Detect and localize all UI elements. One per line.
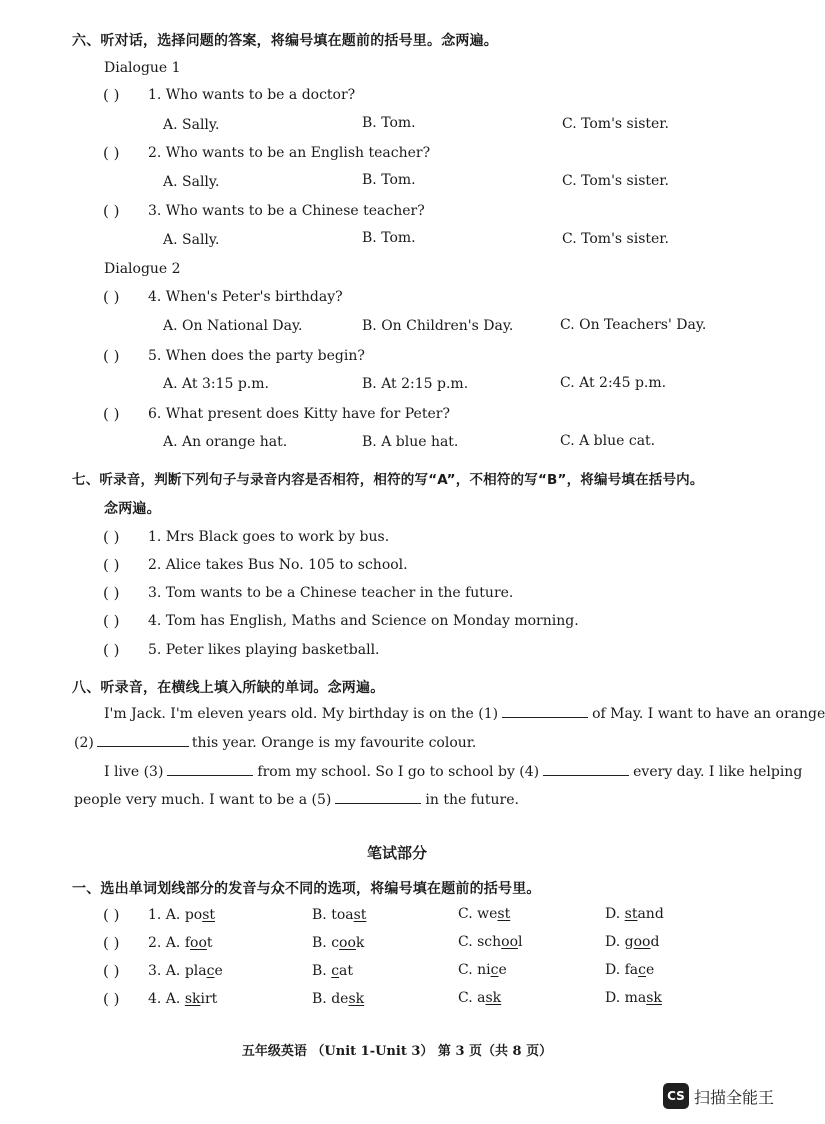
statement-text: 5. Peter likes playing basketball. — [148, 642, 380, 658]
option-a: A. An orange hat. — [163, 434, 288, 450]
answer-paren[interactable]: ( ) — [103, 641, 120, 659]
watermark-text: 扫描全能王 — [693, 1087, 774, 1107]
cloze-text: this year. Orange is my favourite colour. — [191, 735, 477, 751]
section7-heading-cont: 念两遍。 — [104, 501, 161, 517]
option-b: B. desk — [312, 991, 365, 1007]
option-c: C. Tom's sister. — [562, 116, 669, 132]
statement-text: 4. Tom has English, Maths and Science on Monday morning. — [148, 613, 579, 629]
cloze-text: of May. I want to have an orange — [592, 706, 825, 722]
written-part-title: 笔试部分 — [366, 844, 427, 862]
question-text: 4. When's Peter's birthday? — [148, 289, 343, 305]
blank-3[interactable] — [167, 763, 253, 776]
statement-text: 3. Tom wants to be a Chinese teacher in the future. — [148, 585, 514, 601]
option-a: 2. A. foot — [148, 935, 213, 951]
option-d: D. stand — [605, 906, 664, 922]
cloze-line-1 — [104, 705, 825, 722]
blank-4[interactable] — [543, 763, 629, 776]
question-text: 5. When does the party begin? — [148, 348, 365, 364]
cloze-text: people very much. I want to be a (5) — [74, 792, 332, 808]
option-c: C. A blue cat. — [560, 433, 656, 449]
option-c: C. Tom's sister. — [562, 173, 669, 189]
answer-paren[interactable]: ( ) — [103, 584, 120, 602]
option-c: C. At 2:45 p.m. — [560, 375, 667, 391]
answer-paren[interactable]: ( ) — [103, 86, 120, 104]
option-b: B. Tom. — [362, 115, 416, 131]
option-d: D. mask — [605, 990, 662, 1006]
option-d: D. face — [605, 962, 655, 978]
section8-heading: 八、听录音，在横线上填入所缺的单词。念两遍。 — [72, 680, 385, 696]
answer-paren[interactable]: ( ) — [103, 405, 120, 423]
camscanner-logo-icon: CS — [663, 1083, 689, 1109]
answer-paren[interactable]: ( ) — [103, 962, 120, 980]
option-c: C. On Teachers' Day. — [560, 317, 707, 333]
statement-text: 1. Mrs Black goes to work by bus. — [148, 529, 390, 545]
blank-1[interactable] — [502, 705, 588, 718]
option-a: A. Sally. — [163, 174, 220, 190]
option-a: 3. A. place — [148, 963, 223, 979]
option-b: B. cook — [312, 935, 365, 951]
cloze-line-2 — [74, 734, 476, 751]
answer-paren[interactable]: ( ) — [103, 202, 120, 220]
option-b: B. Tom. — [362, 172, 416, 188]
blank-5[interactable] — [335, 791, 421, 804]
option-d: D. good — [605, 934, 660, 950]
option-b: B. cat — [312, 963, 354, 979]
cloze-text: in the future. — [425, 792, 519, 808]
option-a: 4. A. skirt — [148, 991, 218, 1007]
answer-paren[interactable]: ( ) — [103, 556, 120, 574]
cloze-line-4 — [74, 791, 519, 808]
answer-paren[interactable]: ( ) — [103, 990, 120, 1008]
dialogue1-label: Dialogue 1 — [104, 60, 181, 76]
question-text: 6. What present does Kitty have for Peter? — [148, 406, 450, 422]
cloze-text: from my school. So I go to school by (4) — [257, 764, 540, 780]
option-b: B. Tom. — [362, 230, 416, 246]
option-c: C. ask — [458, 990, 502, 1006]
cloze-text: I'm Jack. I'm eleven years old. My birthday is on the (1) — [104, 706, 499, 722]
answer-paren[interactable]: ( ) — [103, 528, 120, 546]
option-c: C. school — [458, 934, 523, 950]
cloze-text: (2) — [74, 735, 94, 751]
scanner-watermark — [663, 1083, 774, 1109]
answer-paren[interactable]: ( ) — [103, 288, 120, 306]
option-a: A. At 3:15 p.m. — [163, 376, 269, 392]
option-a: A. On National Day. — [163, 318, 303, 334]
option-a: A. Sally. — [163, 232, 220, 248]
answer-paren[interactable]: ( ) — [103, 934, 120, 952]
cloze-text: every day. I like helping — [633, 764, 803, 780]
option-c: C. Tom's sister. — [562, 231, 669, 247]
option-b: B. At 2:15 p.m. — [362, 376, 469, 392]
section6-heading: 六、听对话，选择问题的答案，将编号填在题前的括号里。念两遍。 — [72, 33, 498, 49]
statement-text: 2. Alice takes Bus No. 105 to school. — [148, 557, 408, 573]
cloze-line-3 — [104, 763, 802, 780]
answer-paren[interactable]: ( ) — [103, 347, 120, 365]
page-footer: 五年级英语 （Unit 1-Unit 3） 第 3 页（共 8 页） — [241, 1044, 553, 1059]
option-b: B. A blue hat. — [362, 434, 459, 450]
answer-paren[interactable]: ( ) — [103, 144, 120, 162]
option-c: C. west — [458, 906, 511, 922]
question-text: 2. Who wants to be an English teacher? — [148, 145, 431, 161]
cloze-text: I live (3) — [104, 764, 164, 780]
option-a: 1. A. post — [148, 907, 216, 923]
dialogue2-label: Dialogue 2 — [104, 261, 181, 277]
option-a: A. Sally. — [163, 117, 220, 133]
option-b: B. On Children's Day. — [362, 318, 514, 334]
written-section1-heading: 一、选出单词划线部分的发音与众不同的选项，将编号填在题前的括号里。 — [72, 881, 541, 897]
blank-2[interactable] — [97, 734, 189, 747]
answer-paren[interactable]: ( ) — [103, 906, 120, 924]
answer-paren[interactable]: ( ) — [103, 612, 120, 630]
question-text: 1. Who wants to be a doctor? — [148, 87, 356, 103]
option-c: C. nice — [458, 962, 507, 978]
question-text: 3. Who wants to be a Chinese teacher? — [148, 203, 425, 219]
option-b: B. toast — [312, 907, 367, 923]
section7-heading: 七、听录音，判断下列句子与录音内容是否相符，相符的写“A”，不相符的写“B”，将编号填在括号内。 — [72, 472, 704, 488]
